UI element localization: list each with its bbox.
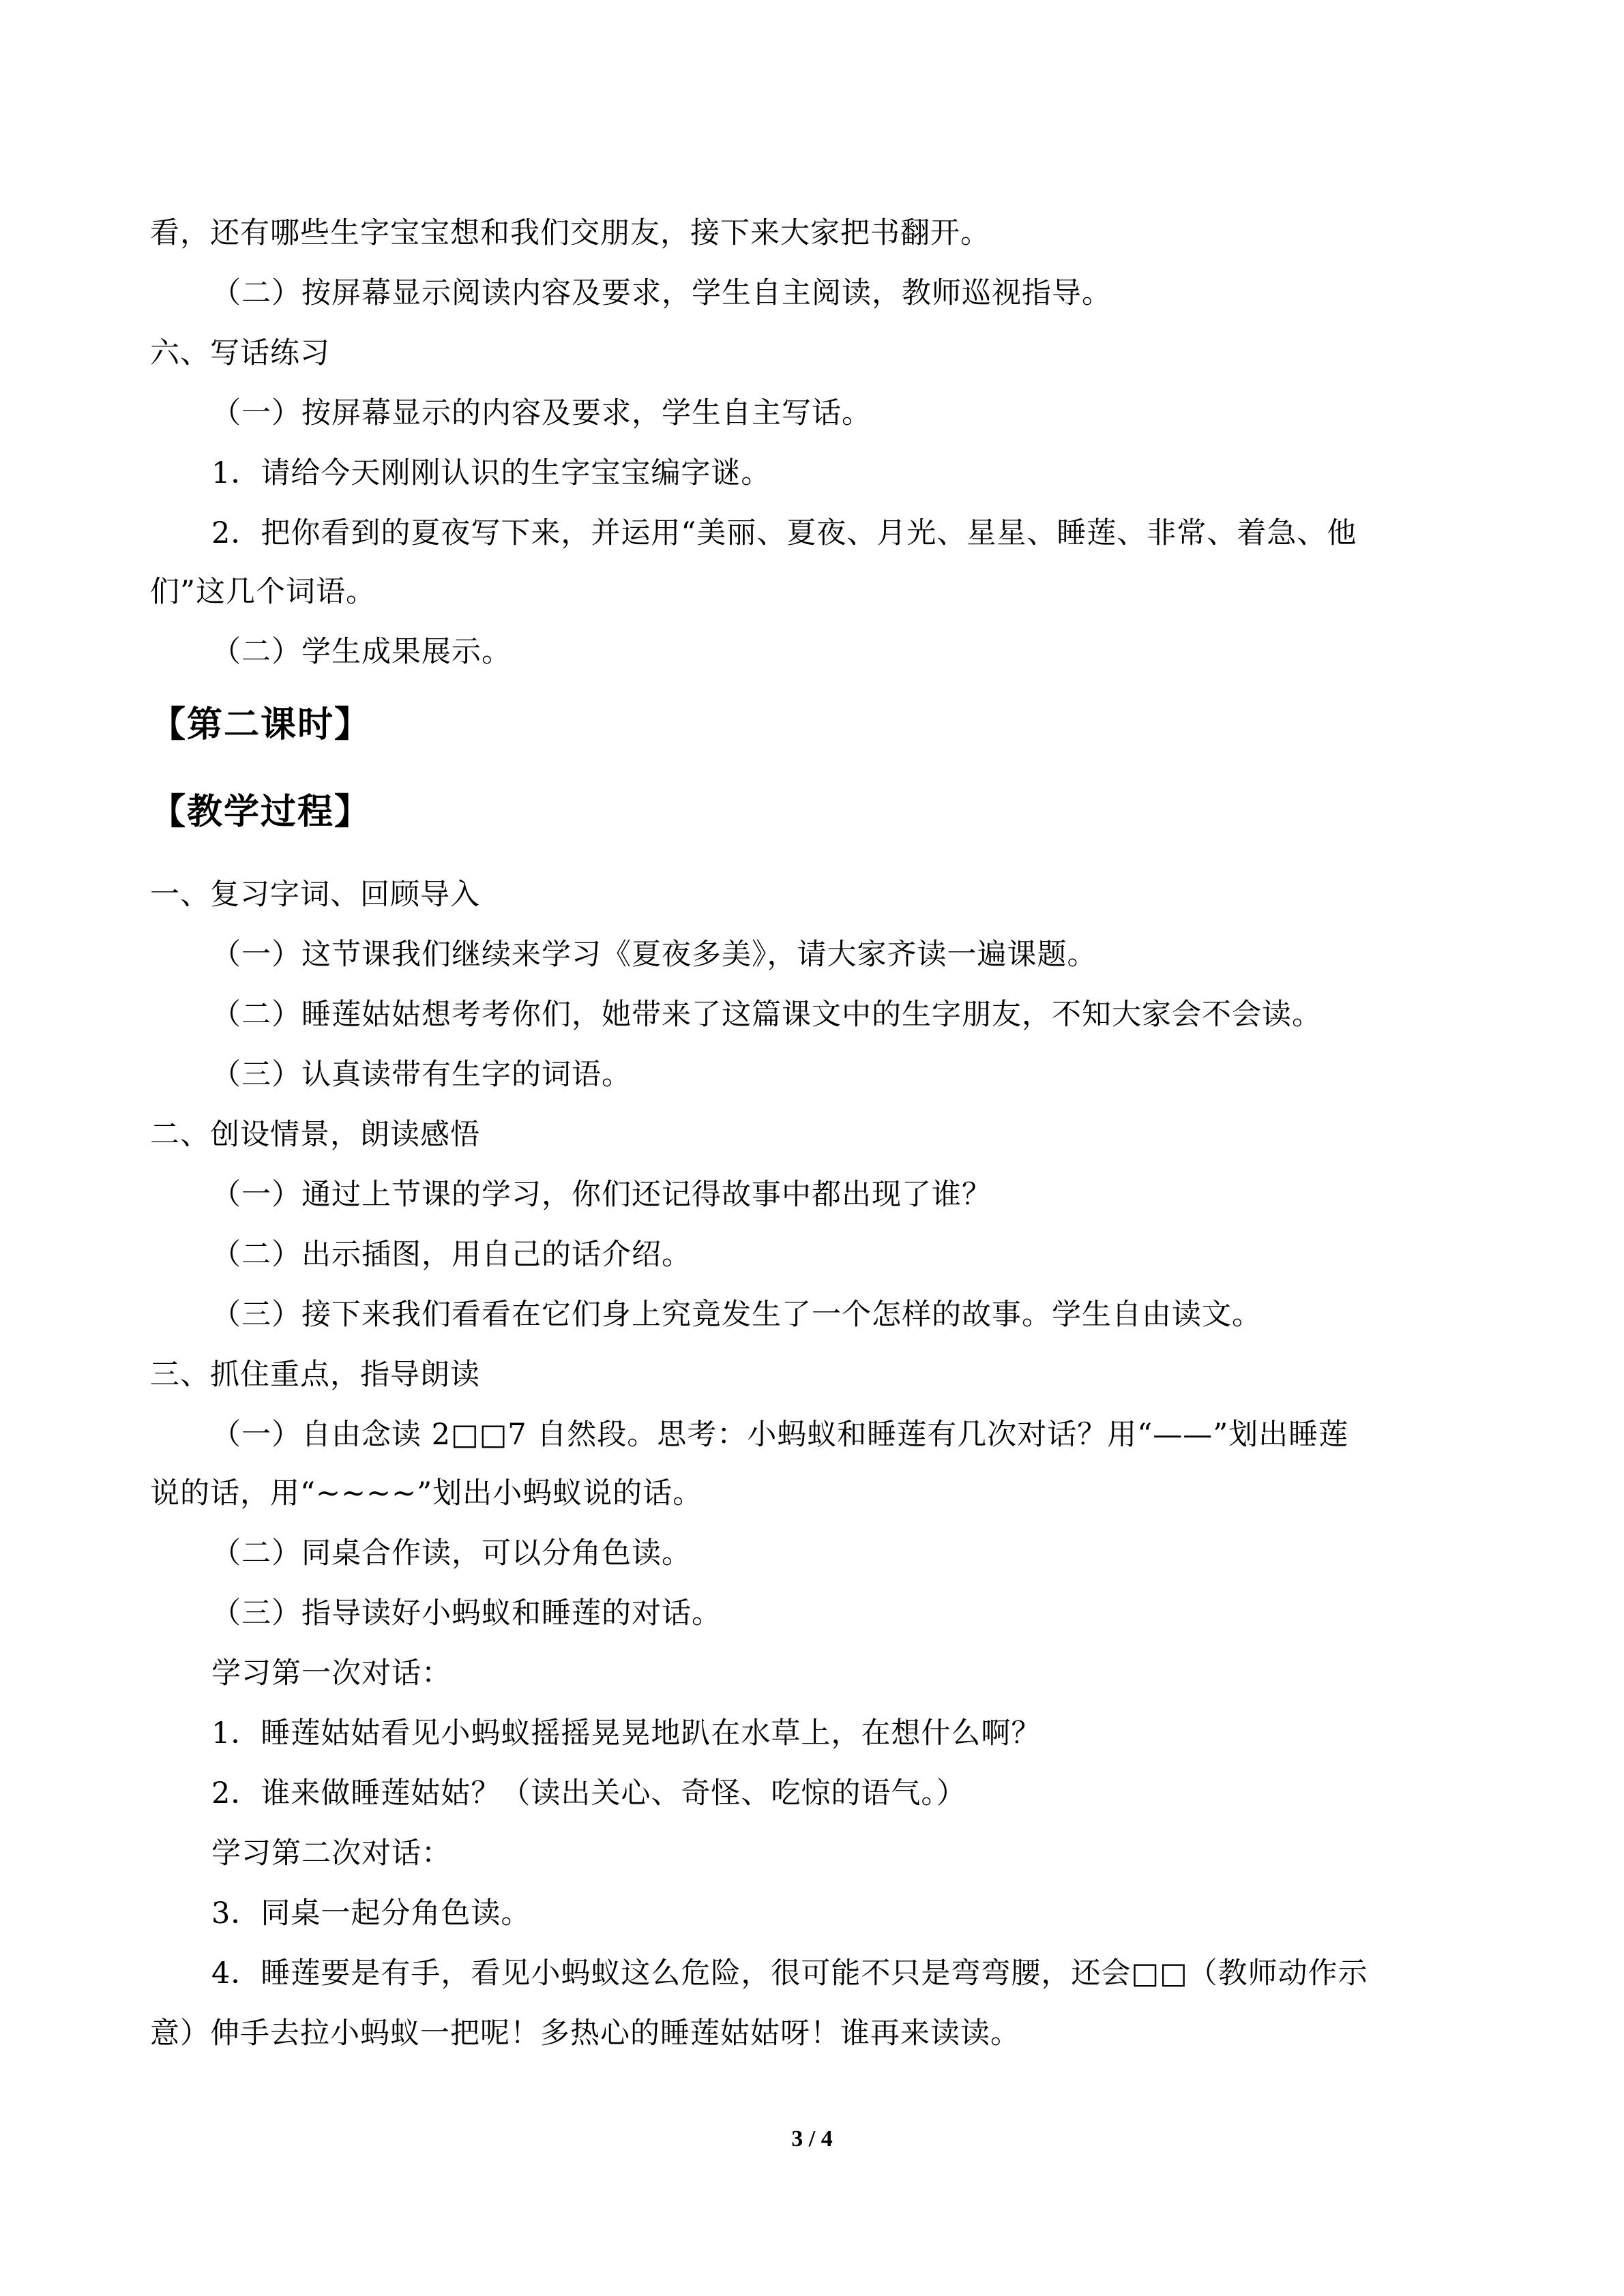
text-line: （一）通过上节课的学习，你们还记得故事中都出现了谁？: [211, 1178, 992, 1212]
text-line: 3．同桌一起分角色读。: [211, 1896, 531, 1930]
text-line: 说的话，用“~~~~”划出小蚂蚁说的话。: [150, 1476, 703, 1510]
text-line: 学习第二次对话：: [211, 1836, 452, 1870]
text-line: 4．睡莲要是有手，看见小蚂蚁这么危险，很可能不只是弯弯腰，还会□□（教师动作示: [211, 1956, 1368, 1991]
text-line: 意）伸手去拉小蚂蚁一把呢！多热心的睡莲姑姑呀！谁再来读读。: [150, 2016, 1020, 2051]
text-line: 看，还有哪些生字宝宝想和我们交朋友，接下来大家把书翻开。: [150, 216, 990, 250]
section-heading: 三、抓住重点，指导朗读: [150, 1358, 480, 1392]
page-number: 3 / 4: [791, 2126, 833, 2151]
text-line: （一）这节课我们继续来学习《夏夜多美》，请大家齐读一遍课题。: [211, 938, 1097, 972]
lesson-heading: 【第二课时】: [150, 704, 372, 745]
section-heading: 二、创设情景，朗读感悟: [150, 1118, 480, 1152]
text-line: （三）认真读带有生字的词语。: [211, 1058, 632, 1092]
text-line: （二）睡莲姑姑想考考你们，她带来了这篇课文中的生字朋友，不知大家会不会读。: [211, 998, 1322, 1032]
text-line: （三）指导读好小蚂蚁和睡莲的对话。: [211, 1596, 722, 1630]
text-line: 2．谁来做睡莲姑姑？（读出关心、奇怪、吃惊的语气。）: [211, 1776, 966, 1810]
text-line: 学习第一次对话：: [211, 1656, 452, 1690]
section-heading: 六、写话练习: [150, 336, 330, 370]
text-line: （一）按屏幕显示的内容及要求，学生自主写话。: [211, 396, 872, 430]
text-line: （二）按屏幕显示阅读内容及要求，学生自主阅读，教师巡视指导。: [211, 276, 1112, 310]
text-line: （三）接下来我们看看在它们身上究竟发生了一个怎样的故事。学生自由读文。: [211, 1298, 1262, 1332]
text-line: （二）出示插图，用自己的话介绍。: [211, 1238, 692, 1272]
text-line: （二）学生成果展示。: [211, 635, 512, 669]
process-heading: 【教学过程】: [150, 792, 372, 833]
text-line: 1．请给今天刚刚认识的生字宝宝编字谜。: [211, 456, 771, 490]
text-line: 1．睡莲姑姑看见小蚂蚁摇摇晃晃地趴在水草上，在想什么啊？: [211, 1716, 1042, 1750]
text-line: （一）自由念读 2□□7 自然段。思考：小蚂蚁和睡莲有几次对话？用“——”划出睡莲: [211, 1418, 1349, 1452]
text-line: 2．把你看到的夏夜写下来，并运用“美丽、夏夜、月光、星星、睡莲、非常、着急、他: [211, 516, 1357, 550]
text-line: （二）同桌合作读，可以分角色读。: [211, 1536, 692, 1570]
section-heading: 一、复习字词、回顾导入: [150, 878, 480, 912]
text-line: 们”这几个词语。: [150, 575, 376, 609]
